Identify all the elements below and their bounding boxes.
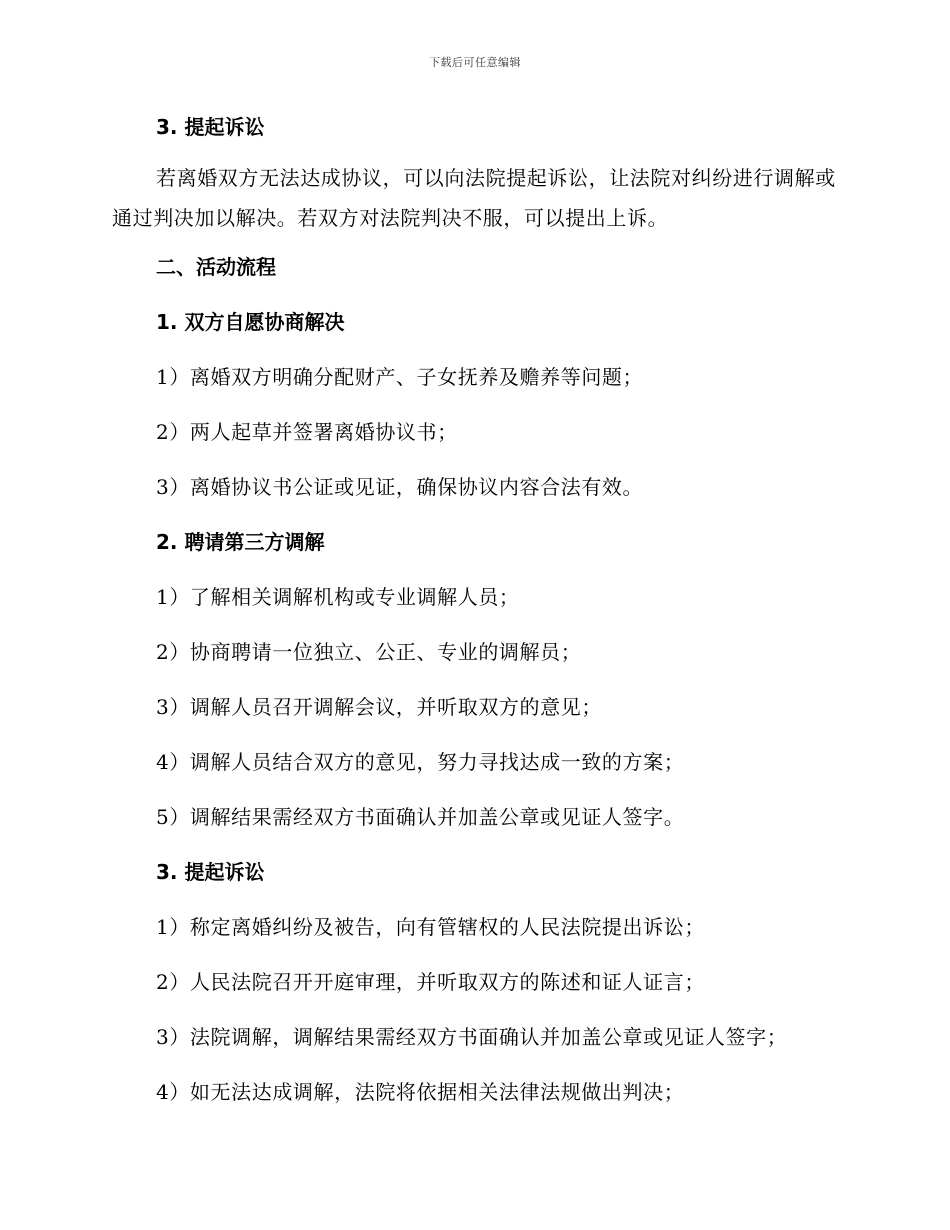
list-item: 4）调解人员结合双方的意见，努力寻找达成一致的方案； [156,750,685,774]
list-item: 1）称定离婚纠纷及被告，向有管辖权的人民法院提出诉讼； [156,915,705,939]
subsection-heading-litigation: 3. 提起诉讼 [156,860,265,884]
list-item: 4）如无法达成调解，法院将依据相关法律法规做出判决； [156,1080,685,1104]
list-item: 1）了解相关调解机构或专业调解人员； [156,585,520,609]
list-item: 2）协商聘请一位独立、公正、专业的调解员； [156,640,582,664]
subsection-heading-negotiation: 1. 双方自愿协商解决 [156,310,345,334]
list-item: 3）离婚协议书公证或见证，确保协议内容合法有效。 [156,475,644,499]
subsection-heading-mediation: 2. 聘请第三方调解 [156,530,325,554]
list-item: 1）离婚双方明确分配财产、子女抚养及赡养等问题； [156,365,644,389]
list-item: 3）法院调解，调解结果需经双方书面确认并加盖公章或见证人签字； [156,1025,788,1049]
list-item: 2）两人起草并签署离婚协议书； [156,420,458,444]
litigation-intro-paragraph: 若离婚双方无法达成协议，可以向法院提起诉讼，让法院对纠纷进行调解或通过判决加以解决。若双方对法院判决不服，可以提出上诉。 [112,166,836,230]
section-heading-litigation-intro: 3. 提起诉讼 [156,115,265,139]
header-note: 下载后可任意编辑 [429,56,521,69]
document-body [112,112,838,1107]
list-item: 3）调解人员召开调解会议，并听取双方的意见； [156,695,602,719]
list-item: 5）调解结果需经双方书面确认并加盖公章或见证人签字。 [156,805,685,829]
list-item: 2）人民法院召开开庭审理，并听取双方的陈述和证人证言； [156,970,705,994]
section-heading-activity-process: 二、活动流程 [156,255,276,279]
